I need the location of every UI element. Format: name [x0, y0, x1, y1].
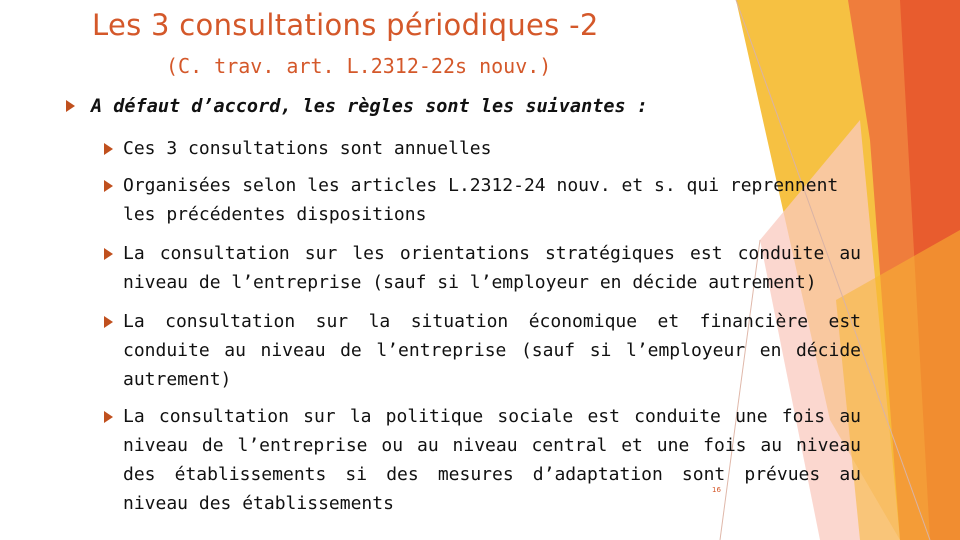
- page-number: 16: [712, 486, 721, 494]
- slide-subtitle: (C. trav. art. L.2312-22s nouv.): [166, 54, 552, 78]
- slide-title: Les 3 consultations périodiques -2: [92, 8, 599, 42]
- bullet-arrow-icon: [104, 143, 113, 155]
- bullet-item: La consultation sur les orientations stratégiques est conduite au niveau de l’entreprise (sauf si l’employeur en décide autrement): [123, 243, 861, 293]
- bullet-arrow-icon: [104, 316, 113, 328]
- bullet-arrow-icon: [104, 248, 113, 260]
- bullet-item: Ces 3 consultations sont annuelles: [123, 138, 492, 159]
- intro-text: A défaut d’accord, les règles sont les suivantes :: [91, 96, 648, 117]
- bullet-item: La consultation sur la politique sociale est conduite une fois au niveau de l’entreprise ou au niveau central et une fois au niveau des établissements si des mesures d’adaptation sont prévues au niveau des établissements: [123, 406, 861, 514]
- bullet-arrow-icon: [66, 100, 75, 112]
- bullet-item: Organisées selon les articles L.2312-24 nouv. et s. qui reprennent les précédentes dispositions: [123, 175, 839, 225]
- bullet-item: La consultation sur la situation économique et financière est conduite au niveau de l’entreprise (sauf si l’employeur en décide autrement): [123, 311, 861, 390]
- bullet-arrow-icon: [104, 411, 113, 423]
- bullet-arrow-icon: [104, 180, 113, 192]
